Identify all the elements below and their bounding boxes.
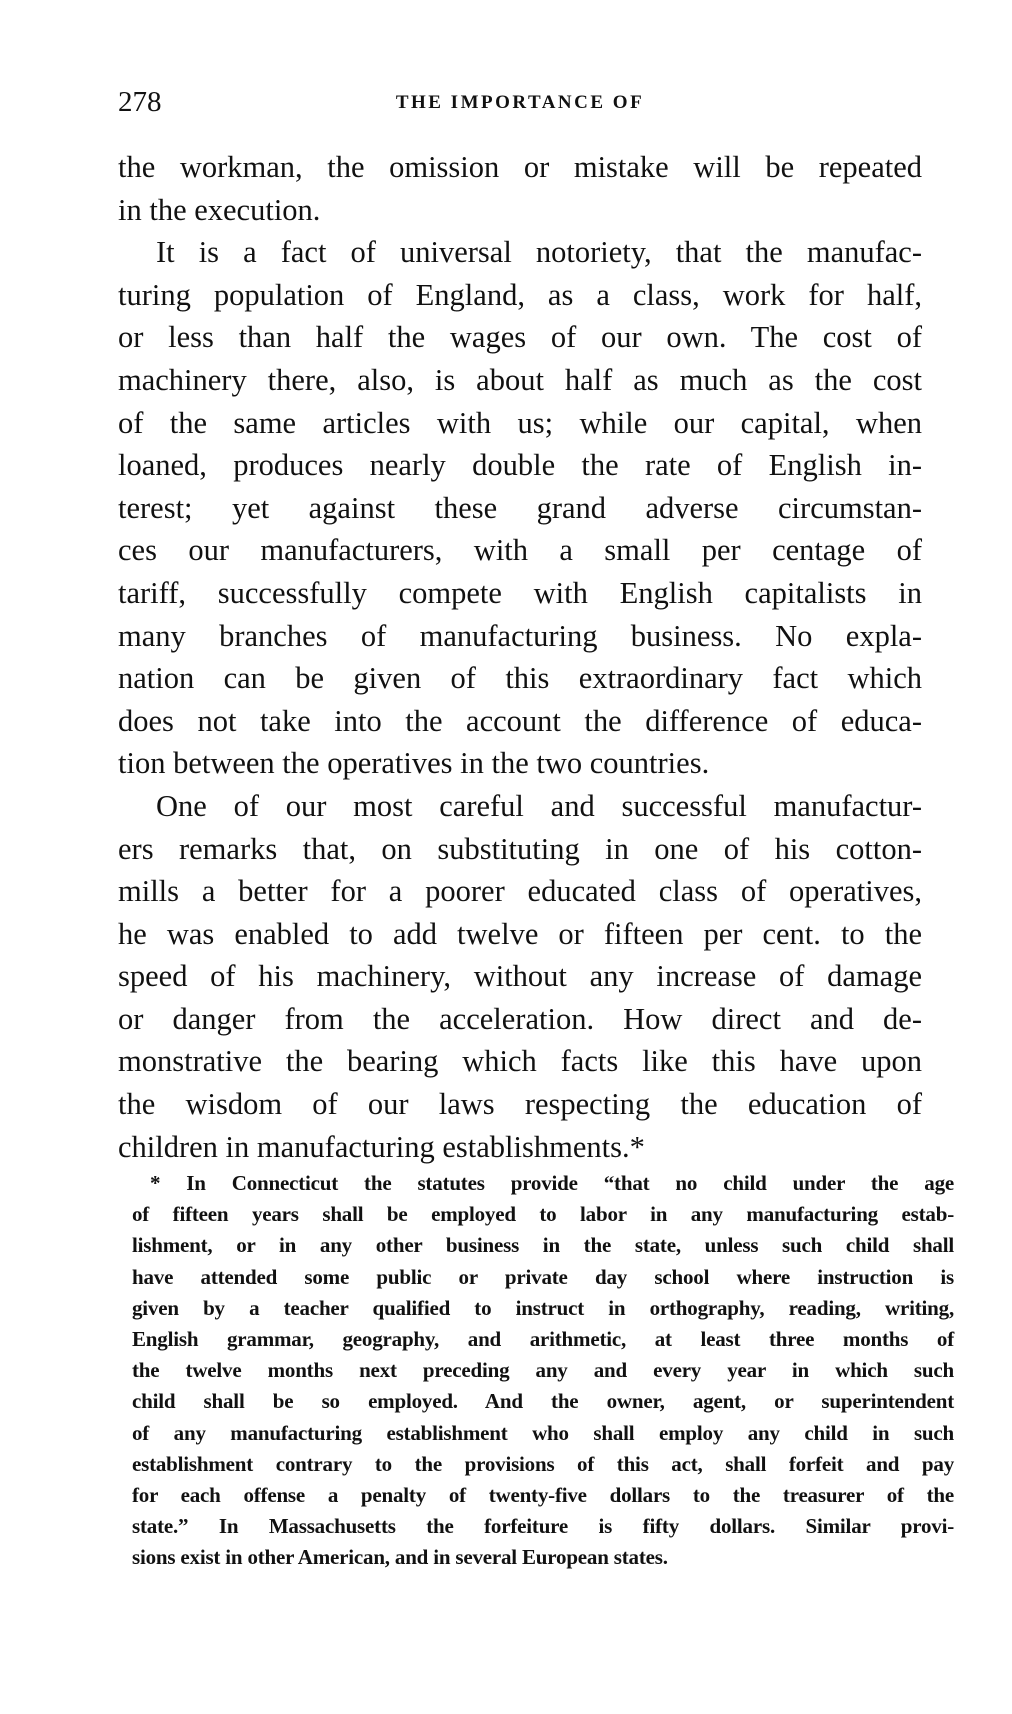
text-line: ers remarks that, on substituting in one of his cotton- [118, 831, 922, 866]
footnote-line: child shall be so employed. And the owner, agent, or superintendent [132, 1389, 954, 1414]
paragraph [118, 231, 922, 785]
footnote-line: * In Connecticut the statutes provide “that no child under the age [150, 1171, 954, 1195]
text-line: children in manufacturing establishments.* [118, 1129, 645, 1164]
footnote-line: sions exist in other American, and in several European states. [132, 1545, 668, 1570]
footnote-line: establishment contrary to the provisions of this act, shall forfeit and pay [132, 1451, 954, 1476]
text-line: terest; yet against these grand adverse circumstan- [118, 490, 922, 525]
text-line: he was enabled to add twelve or fifteen per cent. to the [118, 916, 922, 951]
running-head: THE IMPORTANCE OF [395, 92, 645, 113]
text-line: turing population of England, as a class, work for half, [118, 277, 922, 312]
footnote-line: English grammar, geography, and arithmetic, at least three months of [132, 1326, 954, 1351]
text-line: loaned, produces nearly double the rate of English in- [118, 448, 922, 483]
text-line: the wisdom of our laws respecting the education of [118, 1087, 922, 1122]
page-header [118, 86, 922, 120]
text-line: nation can be given of this extraordinary fact which [118, 661, 922, 696]
footnote [132, 1168, 954, 1573]
text-line: ces our manufacturers, with a small per centage of [118, 533, 922, 568]
footnote-line: lishment, or in any other business in the state, unless such child shall [132, 1233, 954, 1258]
footnote-line: have attended some public or private day school where instruction is [132, 1264, 954, 1289]
text-line: It is a fact of universal notoriety, that the manufac- [156, 235, 922, 270]
footnote-line: state.” In Massachusetts the forfeiture is fifty dollars. Similar provi- [132, 1514, 954, 1539]
text-line: does not take into the account the difference of educa- [118, 703, 922, 738]
text-line: One of our most careful and successful manufactur- [156, 788, 922, 823]
text-line: mills a better for a poorer educated class of operatives, [118, 874, 922, 909]
text-line: monstrative the bearing which facts like this have upon [118, 1044, 922, 1079]
text-line: the workman, the omission or mistake will be repeated [118, 150, 922, 184]
text-line: speed of his machinery, without any increase of damage [118, 959, 922, 994]
footnote-line: given by a teacher qualified to instruct in orthography, reading, writing, [132, 1295, 954, 1320]
text-line: many branches of manufacturing business. No expla- [118, 618, 922, 653]
text-line: or less than half the wages of our own. The cost of [118, 320, 922, 355]
text-line: in the execution. [118, 192, 321, 227]
text-line: tariff, successfully compete with English capitalists in [118, 575, 922, 610]
footnote-line: for each offense a penalty of twenty-five dollars to the treasurer of the [132, 1482, 954, 1507]
text-line: or danger from the acceleration. How direct and de- [118, 1001, 922, 1036]
text-line: machinery there, also, is about half as much as the cost [118, 362, 922, 397]
body-text [118, 146, 922, 1168]
page-number: 278 [118, 86, 162, 118]
footnote-line: of fifteen years shall be employed to labor in any manufacturing estab- [132, 1202, 954, 1227]
footnote-line: of any manufacturing establishment who shall employ any child in such [132, 1420, 954, 1445]
paragraph [118, 146, 922, 231]
paragraph [118, 785, 922, 1168]
text-line: of the same articles with us; while our capital, when [118, 405, 922, 440]
footnote-line: the twelve months next preceding any and every year in which such [132, 1358, 954, 1383]
text-line: tion between the operatives in the two countries. [118, 746, 710, 781]
